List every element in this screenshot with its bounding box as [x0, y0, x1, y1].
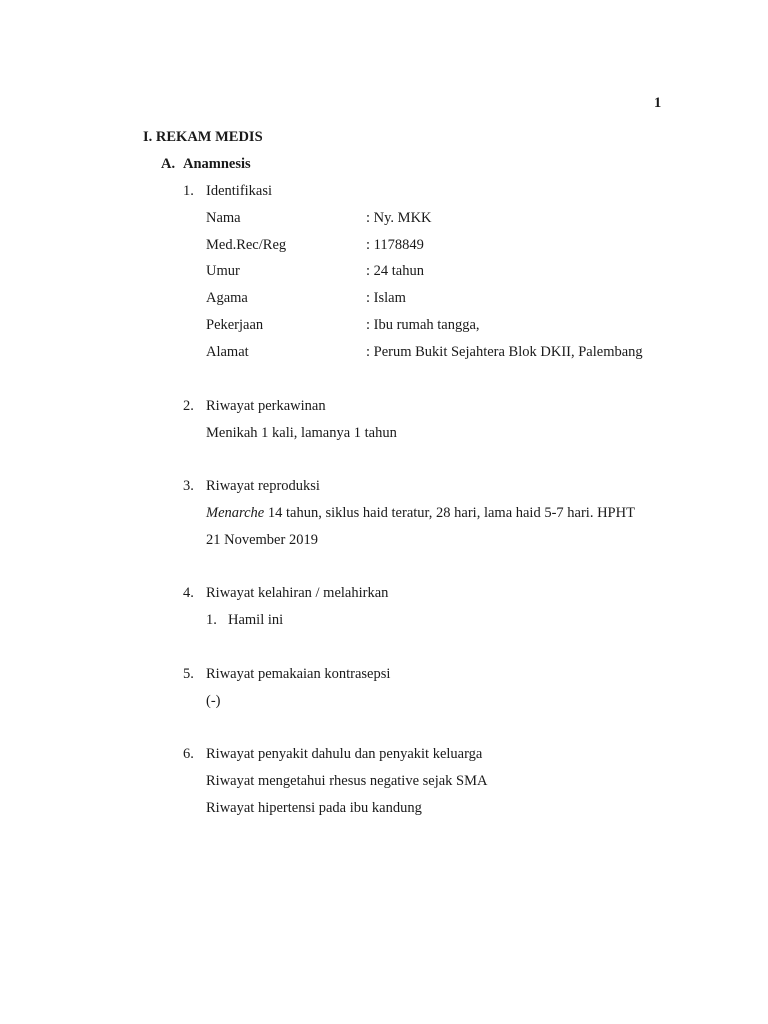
item-text-penyakit-line2: Riwayat hipertensi pada ibu kandung [206, 800, 422, 816]
menarche-term: Menarche [206, 505, 265, 521]
field-label: Pekerjaan [206, 317, 264, 333]
item-title-perkawinan: Riwayat perkawinan [206, 398, 326, 414]
item-title-kontrasepsi: Riwayat pemakaian kontrasepsi [206, 666, 391, 682]
field-value: : Islam [366, 290, 406, 306]
item-text-reproduksi-line2: 21 November 2019 [206, 532, 318, 548]
item-number: 3. [183, 478, 194, 494]
field-label: Umur [206, 263, 240, 279]
item-text-reproduksi-line1 [206, 504, 635, 522]
item-number: 5. [183, 666, 194, 682]
reproduksi-detail: 14 tahun, siklus haid teratur, 28 hari, lama haid 5-7 hari. HPHT [264, 505, 635, 521]
item-title-kelahiran: Riwayat kelahiran / melahirkan [206, 585, 389, 601]
field-value: : Ny. MKK [366, 210, 432, 226]
sub-item-number: 1. [206, 612, 217, 628]
field-label: Agama [206, 290, 248, 306]
field-value: : 1178849 [366, 237, 424, 253]
page-number: 1 [654, 95, 662, 111]
item-number: 4. [183, 585, 194, 601]
item-title-identifikasi: Identifikasi [206, 183, 273, 199]
subsection-title: Anamnesis [183, 156, 251, 172]
sub-item-text: Hamil ini [228, 612, 284, 628]
item-number: 1. [183, 183, 194, 199]
field-label: Alamat [206, 344, 249, 360]
item-title-penyakit: Riwayat penyakit dahulu dan penyakit keluarga [206, 746, 483, 762]
field-value: : 24 tahun [366, 263, 424, 279]
item-title-reproduksi: Riwayat reproduksi [206, 478, 320, 494]
field-value: : Ibu rumah tangga, [366, 317, 480, 333]
section-heading: I. REKAM MEDIS [143, 129, 263, 145]
field-label: Nama [206, 210, 241, 226]
field-label: Med.Rec/Reg [206, 237, 287, 253]
item-text-kontrasepsi: (-) [206, 693, 221, 709]
item-text-penyakit-line1: Riwayat mengetahui rhesus negative sejak SMA [206, 773, 488, 789]
subsection-letter: A. [161, 156, 176, 172]
item-number: 2. [183, 398, 194, 414]
item-text-perkawinan: Menikah 1 kali, lamanya 1 tahun [206, 425, 397, 441]
item-number: 6. [183, 746, 194, 762]
field-value: : Perum Bukit Sejahtera Blok DKII, Palembang [366, 344, 643, 360]
